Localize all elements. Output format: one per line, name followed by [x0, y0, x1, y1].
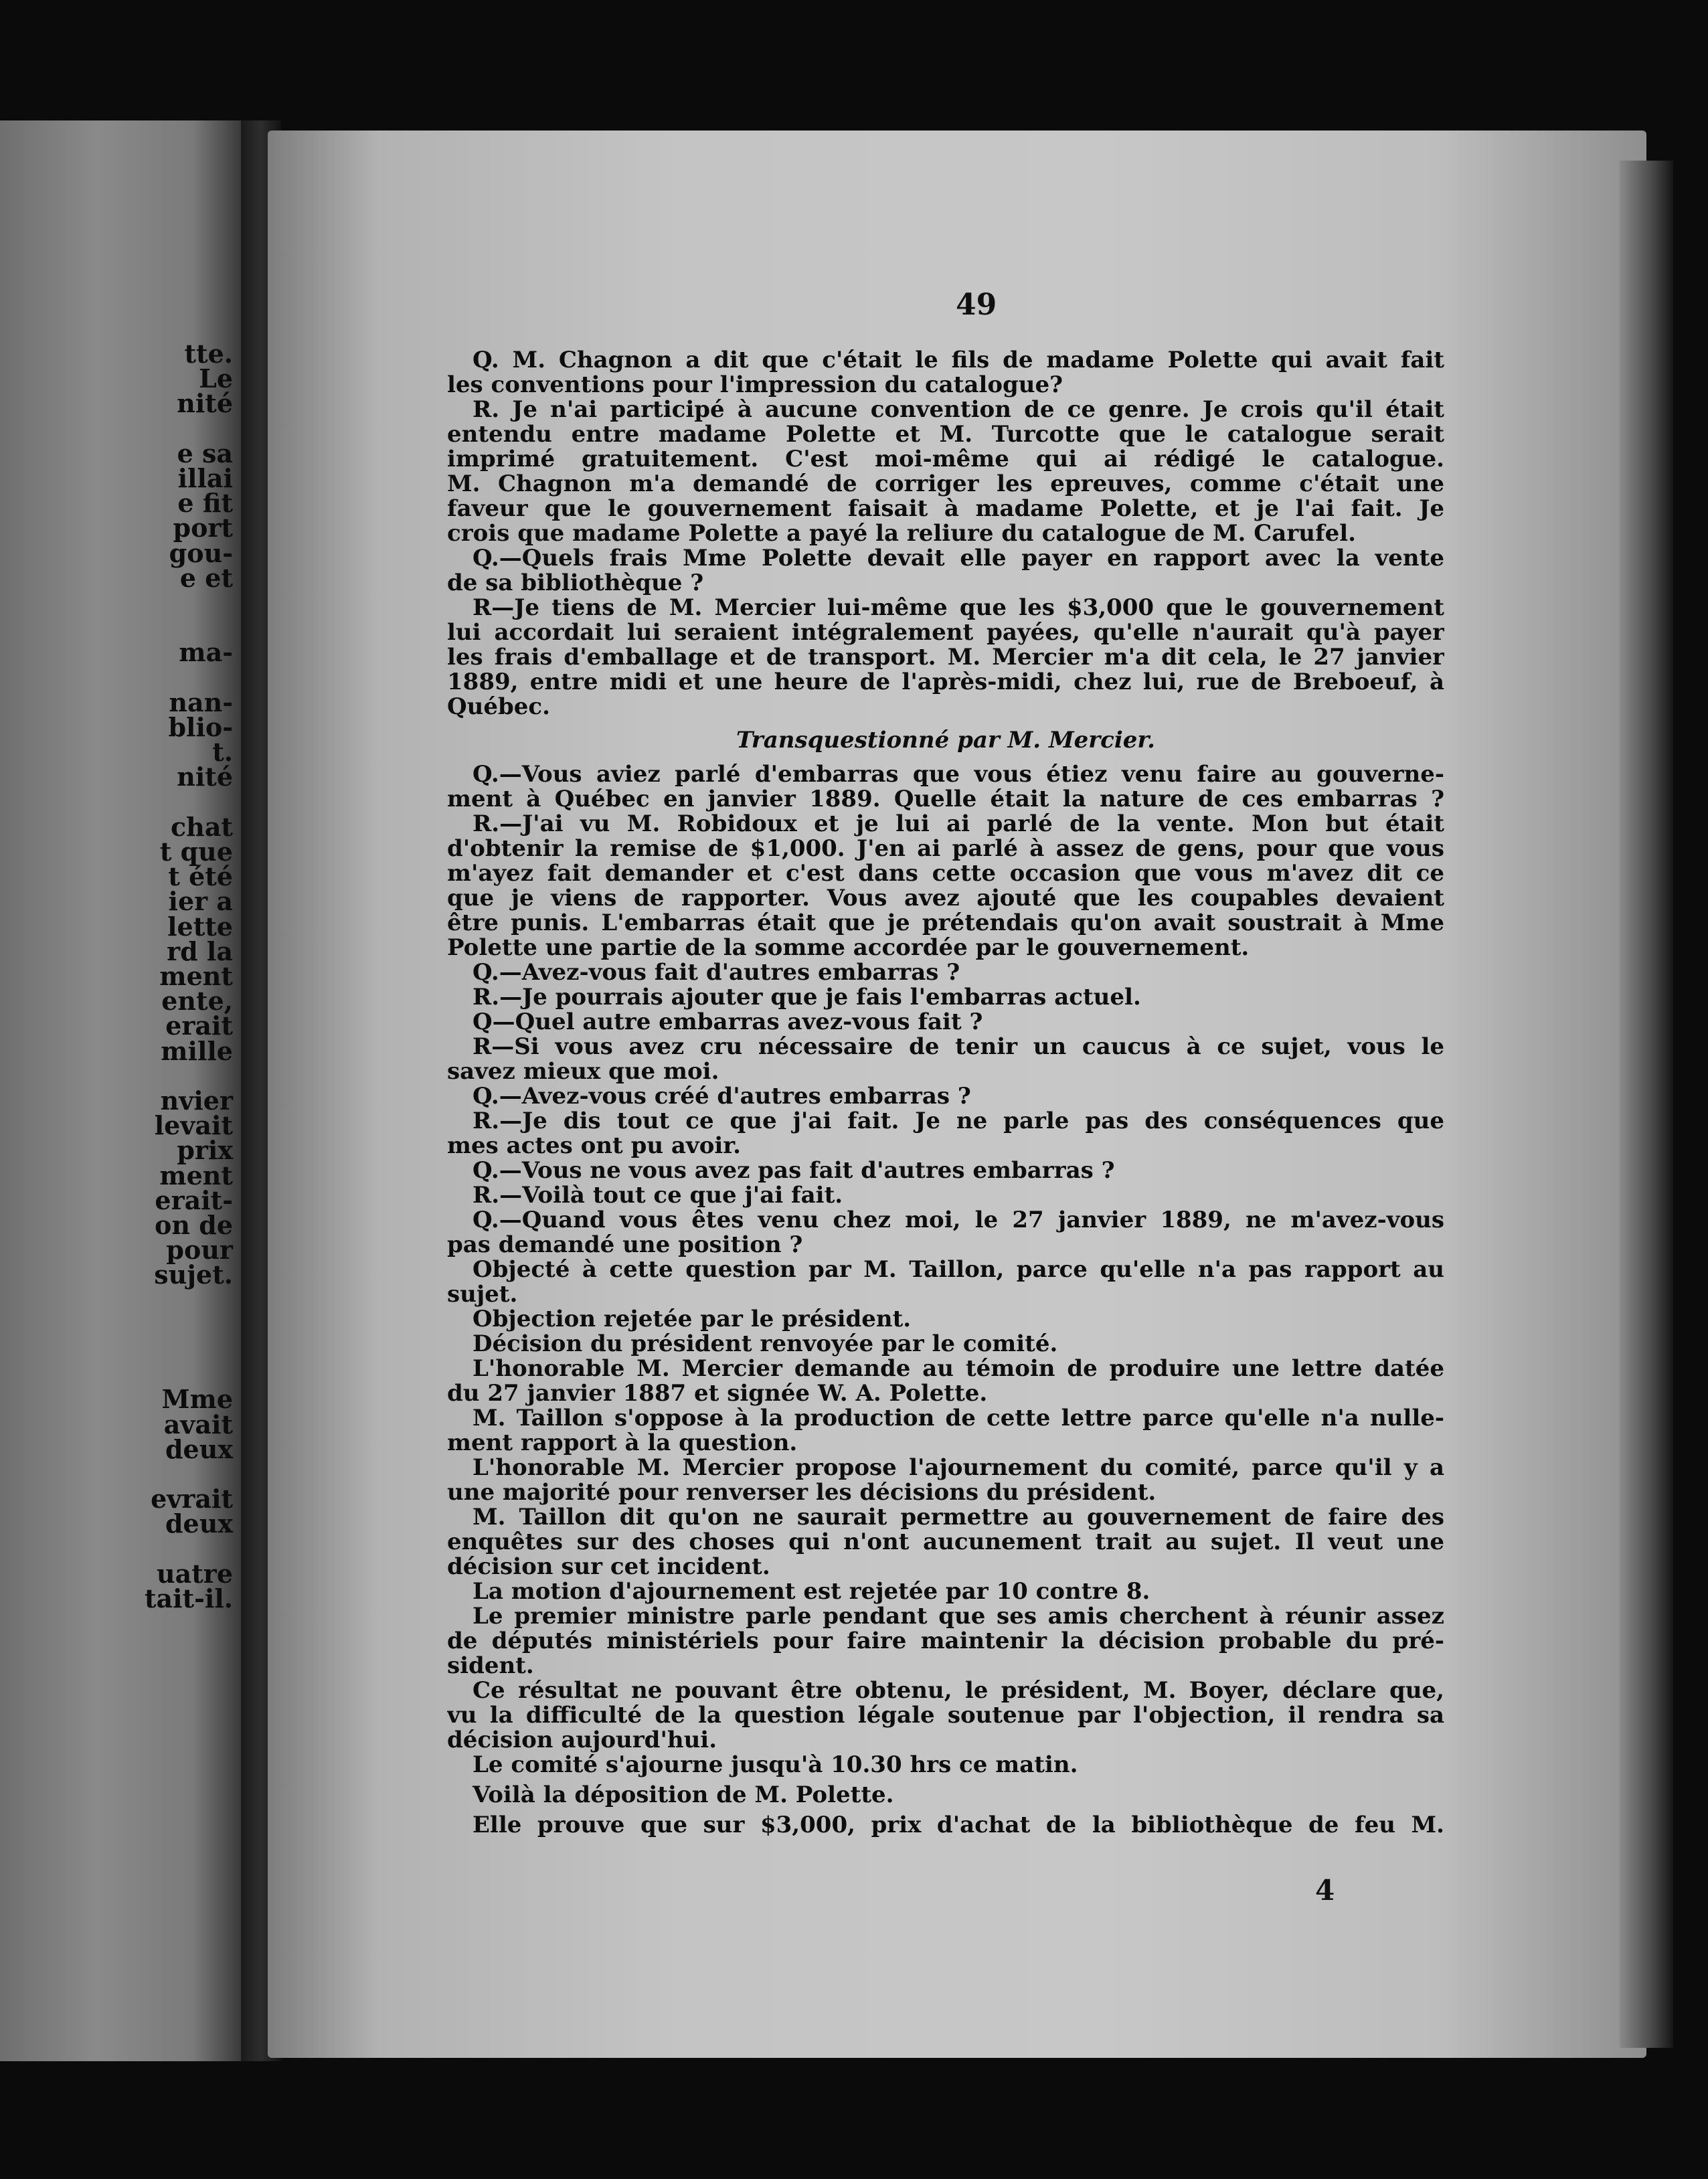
- text-line: faveur que le gouvernement faisait à madame Polette, et je l'ai fait. Je: [447, 497, 1444, 521]
- text-line: de sa bibliothèque ?: [447, 571, 704, 596]
- text-line: L'honorable M. Mercier propose l'ajournement du comité, parce qu'il y a: [473, 1456, 1444, 1480]
- text-line: du 27 janvier 1887 et signée W. A. Polette.: [447, 1381, 988, 1406]
- body-text: [447, 348, 1444, 1838]
- text-line: Q.—Avez-vous fait d'autres embarras ?: [473, 960, 960, 985]
- left-page-text-fragment: sujet.: [154, 1259, 233, 1290]
- text-line: enquêtes sur des choses qui n'ont aucunement trait au sujet. Il veut une: [447, 1530, 1444, 1555]
- left-page-text-fragment: blio-: [168, 712, 233, 742]
- left-page-text-fragment: mille: [161, 1036, 233, 1066]
- text-line: Objecté à cette question par M. Taillon, parce qu'elle n'a pas rapport au: [473, 1257, 1444, 1282]
- left-page-text-fragment: prix: [177, 1135, 233, 1165]
- text-line: Voilà la déposition de M. Polette.: [473, 1783, 894, 1808]
- text-line: Le premier ministre parle pendant que ses amis cherchent à réunir assez: [473, 1604, 1444, 1629]
- text-line: Q. M. Chagnon a dit que c'était le fils de madame Polette qui avait fait: [473, 348, 1444, 373]
- left-page-text-fragment: levait: [154, 1110, 233, 1140]
- left-page-text-fragment: t que: [159, 837, 233, 867]
- text-line: pas demandé une position ?: [447, 1233, 803, 1257]
- text-line: R.—Je dis tout ce que j'ai fait. Je ne parle pas des conséquences que: [473, 1109, 1444, 1134]
- left-page-text-fragment: erait-: [155, 1185, 233, 1215]
- left-page-text-fragment: ment: [159, 961, 233, 991]
- text-line: Q.—Vous ne vous avez pas fait d'autres embarras ?: [473, 1158, 1115, 1183]
- text-line: une majorité pour renverser les décisions du président.: [447, 1480, 1157, 1505]
- text-line: Q.—Quels frais Mme Polette devait elle payer en rapport avec la vente: [473, 546, 1444, 571]
- text-line: savez mieux que moi.: [447, 1059, 719, 1084]
- text-line: imprimé gratuitement. C'est moi-même qui ai rédigé le catalogue.: [447, 447, 1444, 472]
- left-page-text-fragment: e fit: [177, 488, 233, 518]
- text-line: Q—Quel autre embarras avez-vous fait ?: [473, 1010, 983, 1035]
- text-line: sident.: [447, 1654, 534, 1678]
- text-line: les conventions pour l'impression du catalogue?: [447, 373, 1063, 398]
- text-line: Le comité s'ajourne jusqu'à 10.30 hrs ce matin.: [473, 1753, 1078, 1777]
- left-page-text-fragment: nité: [177, 388, 233, 418]
- text-line: entendu entre madame Polette et M. Turcotte que le catalogue serait: [447, 422, 1444, 447]
- left-page-text-fragment: port: [173, 513, 233, 543]
- text-line: Q.—Quand vous êtes venu chez moi, le 27 janvier 1889, ne m'avez-vous: [473, 1208, 1444, 1233]
- left-page-text-fragment: ment: [159, 1160, 233, 1191]
- page-edge-shadow: [1620, 161, 1673, 2048]
- left-page-text-fragment: e et: [179, 563, 233, 593]
- left-page-text-fragment: nvier: [160, 1085, 233, 1116]
- left-page-text-fragment: ier a: [168, 886, 233, 916]
- text-line: R—Si vous avez cru nécessaire de tenir un caucus à ce sujet, vous le: [473, 1035, 1444, 1059]
- left-page-text-fragment: erait: [165, 1011, 233, 1041]
- left-page-text-fragment: rd la: [167, 936, 233, 966]
- text-line: Polette une partie de la somme accordée par le gouvernement.: [447, 936, 1250, 960]
- text-line: mes actes ont pu avoir.: [447, 1134, 741, 1158]
- text-line: Q.—Vous aviez parlé d'embarras que vous étiez venu faire au gouverne-: [473, 762, 1444, 787]
- left-page-text-fragment: tait-il.: [144, 1583, 233, 1614]
- text-line: M. Taillon dit qu'on ne saurait permettre au gouvernement de faire des: [473, 1505, 1444, 1530]
- left-page-text-fragment: deux: [165, 1434, 233, 1464]
- text-line: Elle prouve que sur $3,000, prix d'achat de la bibliothèque de feu M.: [473, 1813, 1444, 1838]
- left-page-text-fragment: chat: [171, 812, 233, 842]
- text-line: Décision du président renvoyée par le comité.: [473, 1332, 1058, 1357]
- text-line: M. Chagnon m'a demandé de corriger les epreuves, comme c'était une: [447, 472, 1444, 497]
- left-page-text-fragment: ente,: [161, 986, 233, 1016]
- page-number: 49: [956, 288, 997, 322]
- left-page-text-fragment: Le: [199, 363, 233, 394]
- text-line: crois que madame Polette a payé la reliure du catalogue de M. Carufel.: [447, 521, 1356, 546]
- left-page-text-fragment: on de: [155, 1210, 233, 1240]
- section-heading: Transquestionné par M. Mercier.: [736, 727, 1156, 754]
- text-line: que je viens de rapporter. Vous avez ajouté que les coupables devaient: [447, 886, 1444, 911]
- left-page-text-fragment: nité: [177, 762, 233, 792]
- text-line: Q.—Avez-vous créé d'autres embarras ?: [473, 1084, 971, 1109]
- text-line: lui accordait lui seraient intégralement payées, qu'elle n'aurait qu'à payer: [447, 620, 1444, 645]
- text-line: vu la difficulté de la question légale soutenue par l'objection, il rendra sa: [447, 1703, 1444, 1728]
- text-line: La motion d'ajournement est rejetée par 10 contre 8.: [473, 1579, 1150, 1604]
- text-line: R—Je tiens de M. Mercier lui-même que les $3,000 que le gouvernement: [473, 596, 1444, 620]
- text-line: de députés ministériels pour faire maintenir la décision probable du pré-: [447, 1629, 1444, 1654]
- text-line: d'obtenir la remise de $1,000. J'en ai parlé à assez de gens, pour que vous: [447, 837, 1444, 861]
- left-page-text-fragment: gou-: [169, 538, 233, 568]
- text-line: m'ayez fait demander et c'est dans cette occasion que vous m'avez dit ce: [447, 861, 1444, 886]
- left-page-text-fragment: e sa: [177, 438, 233, 468]
- text-line: sujet.: [447, 1282, 518, 1307]
- left-page-text-fragment: Mme: [161, 1384, 233, 1414]
- left-page-text-fragment: nan-: [169, 687, 233, 717]
- text-line: R.—Voilà tout ce que j'ai fait.: [473, 1183, 843, 1208]
- text-line: Ce résultat ne pouvant être obtenu, le président, M. Boyer, déclare que,: [473, 1678, 1444, 1703]
- text-line: décision aujourd'hui.: [447, 1728, 717, 1753]
- text-line: 1889, entre midi et une heure de l'après-midi, chez lui, rue de Breboeuf, à: [447, 670, 1444, 695]
- text-line: être punis. L'embarras était que je prétendais qu'on avait soustrait à Mme: [447, 911, 1444, 936]
- signature-mark: 4: [1315, 1874, 1335, 1907]
- left-page-text-fragment: uatre: [157, 1559, 233, 1589]
- text-line: L'honorable M. Mercier demande au témoin de produire une lettre datée: [473, 1357, 1444, 1381]
- text-line: ment à Québec en janvier 1889. Quelle était la nature de ces embarras ?: [447, 787, 1444, 812]
- text-line: M. Taillon s'oppose à la production de cette lettre parce qu'elle n'a nulle-: [473, 1406, 1444, 1431]
- text-line: R.—Je pourrais ajouter que je fais l'embarras actuel.: [473, 985, 1141, 1010]
- left-page-text-fragment: lette: [167, 911, 233, 942]
- left-page-text-fragment: illai: [177, 463, 233, 493]
- text-line: R. Je n'ai participé à aucune convention de ce genre. Je crois qu'il était: [473, 398, 1444, 422]
- text-line: décision sur cet incident.: [447, 1555, 770, 1579]
- text-line: les frais d'emballage et de transport. M. Mercier m'a dit cela, le 27 janvier: [447, 645, 1444, 670]
- left-page-text-fragment: t.: [212, 737, 233, 767]
- left-page-text-fragment: pour: [166, 1235, 233, 1265]
- text-line: ment rapport à la question.: [447, 1431, 798, 1456]
- left-page-text-fragment: ma-: [179, 637, 233, 667]
- text-line: Québec.: [447, 695, 550, 719]
- text-line: Objection rejetée par le président.: [473, 1307, 912, 1332]
- left-page-text-fragment: tte.: [184, 339, 233, 369]
- text-line: R.—J'ai vu M. Robidoux et je lui ai parlé de la vente. Mon but était: [473, 812, 1444, 837]
- left-page-fragment: [0, 120, 241, 2061]
- left-page-text-fragment: evrait: [151, 1484, 233, 1514]
- left-page-text-fragment: avait: [163, 1409, 233, 1440]
- left-page-text-fragment: t été: [168, 861, 233, 891]
- left-page-text-fragment: deux: [165, 1508, 233, 1539]
